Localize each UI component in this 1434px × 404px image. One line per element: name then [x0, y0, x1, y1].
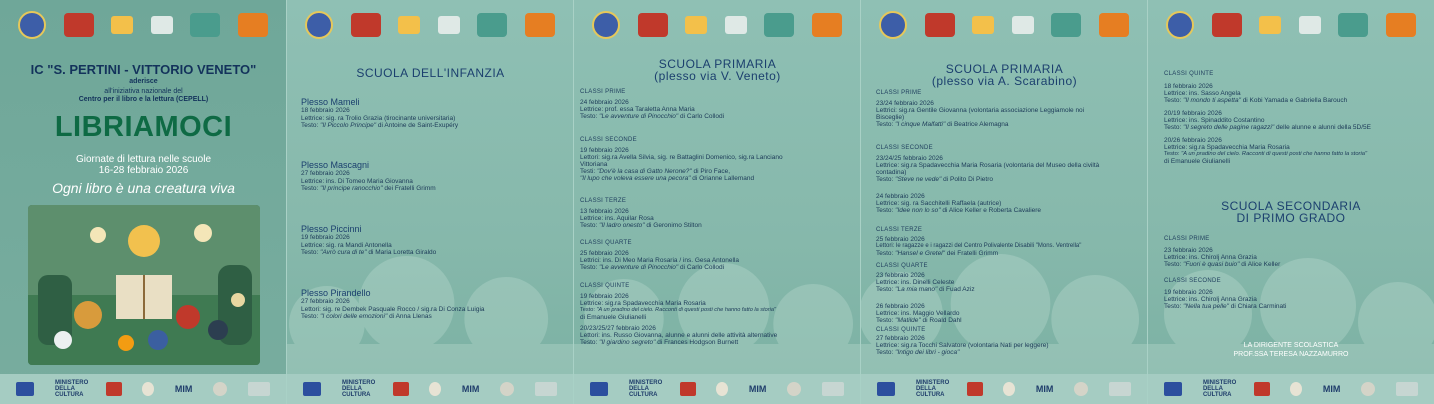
- reader-line: Lettrice: ins. Maggio Vellardo: [876, 310, 960, 317]
- text-line: [1164, 261, 1429, 268]
- book-title: "Intigo dei libri - gioca": [895, 349, 960, 356]
- book-author: di Carlo Collodi: [678, 264, 725, 271]
- plesso-title: Plesso Pirandello: [301, 288, 371, 298]
- libriamoci-logo: [64, 13, 94, 37]
- class-label: CLASSI TERZE: [580, 198, 627, 204]
- fox-icon: [176, 305, 200, 329]
- network-logo: [1051, 13, 1081, 37]
- segretariato-logo: [822, 382, 844, 396]
- reader-line: Lettori: le ragazze e i ragazzi del Centro Polivalente Disabili "Mons. Ventrella": [876, 243, 1082, 249]
- reader-line: Lettrice: sig.ra Tocchi Salvatore (volontaria Nati per leggere): [876, 342, 1049, 349]
- award-logo: [238, 13, 268, 37]
- class-label: CLASSI PRIME: [876, 90, 922, 96]
- award-logo: [525, 13, 555, 37]
- book-title: "Matilde": [895, 317, 921, 324]
- cepell-logo: [393, 382, 409, 396]
- map-logo: [151, 16, 173, 34]
- reader-line-cont: Bisceglie): [876, 114, 905, 121]
- adhesion-line-2: Centro per il libro e la lettura (CEPELL): [78, 96, 209, 103]
- award-logo: [1386, 13, 1416, 37]
- reading-center-logo: [111, 16, 133, 34]
- heading-line-1: SCUOLA SECONDARIA: [1221, 199, 1361, 213]
- text-prefix: Testo:: [580, 113, 600, 120]
- sun-icon: [128, 225, 160, 257]
- reader-line: Lettrice: sig.ra Spadavecchia Maria Rosaria: [580, 300, 706, 307]
- class-block: [876, 327, 1141, 356]
- plesso-reader: Lettori: sig. re Dembek Pasquale Rocco / sig.ra Di Conza Luigia: [301, 305, 485, 313]
- text-line: [1164, 303, 1429, 310]
- signature-block: [1148, 341, 1434, 359]
- book-title: "Fuori è quasi buio": [1183, 261, 1240, 268]
- event-date: 23 febbraio 2026: [1164, 247, 1213, 254]
- text-line-2: [580, 175, 855, 182]
- reader-line: Lettrice: ins. Spinaddito Costantino: [1164, 117, 1265, 124]
- text-prefix: Testo:: [301, 249, 321, 256]
- book-author: dei Fratelli Grimm: [382, 185, 436, 192]
- book-title: "Il giardino segreto": [599, 339, 656, 346]
- class-block: [876, 263, 1141, 293]
- text-prefix: Testo:: [876, 207, 896, 214]
- reader-line: Lettrice: ins. Sasso Angela: [1164, 90, 1241, 97]
- partner-logos-bottom: [1148, 374, 1434, 404]
- mim-logo: MIM: [1035, 384, 1054, 394]
- map-logo: [725, 16, 747, 34]
- school-crest-logo: [18, 11, 46, 39]
- ministry-culture-logo: [1164, 382, 1182, 396]
- reading-center-logo: [1259, 16, 1281, 34]
- event-date: 19 febbraio 2026: [580, 147, 629, 154]
- class-label: CLASSI PRIME: [1164, 236, 1210, 242]
- reader-line: Lettrice: sig. ra Sacchitelli Raffaela (autrice): [876, 200, 1002, 207]
- class-label: CLASSI QUARTE: [876, 263, 928, 269]
- text-prefix: Testo:: [1164, 261, 1184, 268]
- book-author: di Roald Dahl: [920, 317, 962, 324]
- book-author: di Beatrice Alemagna: [945, 121, 1009, 128]
- text-prefix: Testo:: [580, 222, 600, 229]
- class-block: [580, 137, 855, 182]
- segretariato-logo: [1396, 382, 1418, 396]
- text-line: [580, 264, 855, 271]
- network-logo: [764, 13, 794, 37]
- republic-emblem-icon: [429, 382, 441, 396]
- plesso-reader: Lettrice: ins. Di Tomeo Maria Giovanna: [301, 177, 413, 185]
- ministry-seal-icon: [1074, 382, 1088, 396]
- reading-center-logo: [685, 16, 707, 34]
- reader-line: Lettrice: sig.ra Spadavecchia Maria Rosaria (volontaria del Museo della civiltà: [876, 162, 1100, 169]
- plesso-block: [301, 97, 566, 130]
- book-title: "Steve ne vede": [895, 176, 942, 183]
- map-logo: [1299, 16, 1321, 34]
- book-title: "Le avventure di Pinocchio": [599, 264, 679, 271]
- text-prefix: Testo:: [876, 176, 896, 183]
- reader-line-cont: contadina): [876, 169, 907, 176]
- class-block: [580, 198, 855, 229]
- text-author-line: di Emanuele Giulianelli: [1164, 158, 1231, 165]
- plesso-title: Plesso Mameli: [301, 97, 360, 107]
- book-author: di Geronimo Stilton: [644, 222, 702, 229]
- text-line: [1164, 151, 1429, 158]
- principal-name: PROF.SSA TERESA NAZZAMURRO: [1233, 351, 1349, 358]
- event-date: 20/19 febbraio 2026: [1164, 110, 1222, 117]
- text-line: [876, 349, 1141, 356]
- plesso-text: [301, 122, 566, 130]
- text-line: [876, 176, 1141, 183]
- event-date: 18 febbraio 2026: [1164, 83, 1213, 90]
- ministry-culture-logo: [590, 382, 608, 396]
- event-date: 24 febbraio 2026: [876, 193, 925, 200]
- text-line: [1164, 124, 1429, 131]
- subtitle-dates: 16-28 febbraio 2026: [98, 165, 189, 176]
- text-line: [876, 250, 1144, 257]
- event-date: 23/24 febbraio 2026: [876, 100, 934, 107]
- cat-icon: [208, 320, 228, 340]
- text-line: [580, 307, 858, 314]
- class-block: [876, 145, 1141, 183]
- network-logo: [1338, 13, 1368, 37]
- network-logo: [190, 13, 220, 37]
- primaria-scarabino-panel: [861, 0, 1148, 404]
- reading-center-logo: [972, 16, 994, 34]
- text-prefix: Testo:: [1164, 151, 1182, 157]
- text-prefix: Testo:: [301, 185, 321, 192]
- cepell-logo: [680, 382, 696, 396]
- plesso-text: [301, 185, 566, 193]
- section-heading: [861, 63, 1148, 87]
- event-date: 13 febbraio 2026: [580, 208, 629, 215]
- book-title: "Avrò cura di te": [320, 249, 367, 256]
- text-line: [580, 113, 855, 120]
- heading-line-2: (plesso via A. Scarabino): [931, 74, 1078, 88]
- event-date: 20/26 febbraio 2026: [1164, 137, 1222, 144]
- class-block: [876, 90, 1141, 128]
- book-title: "I cinque Malfatti": [895, 121, 946, 128]
- text-prefix: Testo:: [580, 307, 597, 313]
- network-logo: [477, 13, 507, 37]
- reader-line: Lettrice: prof. essa Taraletta Anna Maria: [580, 106, 695, 113]
- plesso-date: 18 febbraio 2026: [301, 107, 350, 114]
- heading-line-1: SCUOLA PRIMARIA: [658, 57, 777, 71]
- book-title: "Il principe ranocchio": [320, 185, 383, 192]
- book-author: di Antoine de Saint-Exupéry: [376, 122, 459, 129]
- segretariato-logo: [535, 382, 557, 396]
- text-line: [876, 317, 1141, 324]
- ministry-seal-icon: [787, 382, 801, 396]
- event-date: 20/23/25/27 febbraio 2026: [580, 325, 656, 332]
- school-crest-logo: [1166, 11, 1194, 39]
- partner-logos-top: [592, 6, 842, 44]
- owl-icon: [148, 330, 168, 350]
- school-crest-logo: [879, 11, 907, 39]
- class-block: [580, 89, 855, 120]
- text-prefix: Testo:: [1164, 303, 1184, 310]
- text-line: [876, 286, 1141, 293]
- plesso-reader: Lettrice: sig. ra Mandi Antonella: [301, 241, 392, 249]
- class-label: CLASSI QUINTE: [580, 283, 630, 289]
- libriamoci-logo: [638, 13, 668, 37]
- class-label: CLASSI QUINTE: [1164, 71, 1214, 77]
- heading-line-1: SCUOLA PRIMARIA: [945, 62, 1064, 76]
- class-label: CLASSI SECONDE: [580, 137, 637, 143]
- heading-line-2: (plesso via V. Veneto): [654, 69, 781, 83]
- book-title: "Hansel e Gretel": [895, 250, 945, 257]
- partner-logos-bottom: [287, 374, 573, 404]
- subtitle-line-1: Giornate di lettura nelle scuole: [75, 154, 212, 165]
- class-label: CLASSI PRIME: [580, 89, 626, 95]
- event-date: 26 febbraio 2026: [876, 303, 925, 310]
- event-date: 24 febbraio 2026: [580, 99, 629, 106]
- text-prefix: Testo:: [580, 264, 600, 271]
- section-heading: [574, 58, 861, 82]
- cepell-logo: [1254, 382, 1270, 396]
- text-prefix: Testo:: [1164, 124, 1184, 131]
- adhesion-line-1: all'iniziativa nazionale del: [104, 88, 183, 95]
- class-block: [580, 283, 858, 346]
- adheres-label: aderisce: [129, 78, 158, 85]
- cepell-logo: [106, 382, 122, 396]
- class-label: CLASSI QUARTE: [580, 240, 632, 246]
- reader-line-cont: Vittoriana: [580, 161, 608, 168]
- text-prefix: Testo:: [580, 339, 600, 346]
- text-line: [1164, 97, 1429, 104]
- book-title: "Il ladro onesto": [599, 222, 645, 229]
- book-author: di Alice Keller e Roberta Cavaliere: [940, 207, 1042, 214]
- event-date: 23 febbraio 2026: [876, 272, 925, 279]
- book-author: di Polito Di Pietro: [941, 176, 994, 183]
- reader-line: Lettrice: ins. Chirolj Anna Grazia: [1164, 254, 1257, 261]
- book-author: di Alice Keller: [1239, 261, 1281, 268]
- libriamoci-logo: [351, 13, 381, 37]
- ministry-culture-logo: [16, 382, 34, 396]
- plesso-block: [301, 160, 566, 193]
- text-line: [580, 339, 858, 346]
- book-author: di Maria Loretta Giraldo: [366, 249, 437, 256]
- secondaria-block: [1164, 236, 1429, 310]
- class-label: CLASSI SECONDE: [876, 145, 933, 151]
- book-title: "Il Piccolo Principe": [320, 122, 377, 129]
- book-title: "A un pradino del cielo. Racconti di questi posti che hanno fatto la storia": [1181, 151, 1368, 157]
- map-logo: [438, 16, 460, 34]
- book-title: "Il segreto delle pagine ragazzi": [1183, 124, 1275, 131]
- text-line: [876, 207, 1141, 214]
- map-logo: [1012, 16, 1034, 34]
- ministry-culture-logo: [877, 382, 895, 396]
- text-line: [580, 168, 855, 175]
- ministry-culture-text: MINISTERO DELLA CULTURA: [915, 380, 950, 398]
- ministry-seal-icon: [213, 382, 227, 396]
- reader-line: Lettori: ins. Russo Giovanna, alunne e alunni delle attività alternative: [580, 332, 778, 339]
- ministry-culture-text: MINISTERO DELLA CULTURA: [628, 380, 663, 398]
- partner-logos-bottom: [574, 374, 860, 404]
- plesso-text: [301, 313, 569, 321]
- book-title: "La mia mano": [895, 286, 938, 293]
- event-date: 27 febbraio 2026: [876, 335, 925, 342]
- book-author-2: di Orianne Lallemand: [690, 175, 755, 182]
- class-label: CLASSI QUINTE: [876, 327, 926, 333]
- sheep-icon: [54, 331, 72, 349]
- text-prefix: Testi:: [580, 168, 597, 175]
- partner-logos-bottom: [0, 374, 286, 404]
- reader-line: Lettrice: ins. Chirolj Anna Grazia: [1164, 296, 1257, 303]
- book-title: "Idee non lo so": [895, 207, 941, 214]
- event-date: 25 febbraio 2026: [876, 236, 925, 243]
- book-author: di Fuad Aziz: [937, 286, 975, 293]
- reader-line: Lettrice: sig.ra Spadavecchia Maria Rosaria: [1164, 144, 1290, 151]
- partner-logos-top: [18, 6, 268, 44]
- quinte-block: [1164, 71, 1429, 165]
- class-block: [876, 227, 1144, 257]
- segretariato-logo: [248, 382, 270, 396]
- plesso-title: Plesso Mascagni: [301, 160, 370, 170]
- book-title-2: "Il lupo che voleva essere una pecora": [580, 175, 691, 182]
- text-line: [876, 121, 1141, 128]
- class-label: CLASSI TERZE: [876, 227, 923, 233]
- principal-title: LA DIRIGENTE SCOLASTICA: [1243, 342, 1339, 349]
- ministry-seal-icon: [500, 382, 514, 396]
- text-prefix: Testo:: [1164, 97, 1184, 104]
- award-logo: [812, 13, 842, 37]
- text-author-line: di Emanuele Giulianelli: [580, 314, 647, 321]
- motto: Ogni libro è una creatura viva: [52, 180, 235, 196]
- republic-emblem-icon: [142, 382, 154, 396]
- primaria-veneto-panel: [574, 0, 861, 404]
- book-title: "Nella tua pelle": [1183, 303, 1229, 310]
- book-title: "Le avventure di Pinocchio": [599, 113, 679, 120]
- award-logo: [1099, 13, 1129, 37]
- text-prefix: Testo:: [876, 286, 896, 293]
- plesso-date: 27 febbraio 2026: [301, 170, 350, 177]
- text-prefix: Testo:: [876, 250, 896, 257]
- reader-line: Lettrici: ins. Di Meo Maria Rosaria / ins. Gesa Antonella: [580, 257, 739, 264]
- class-block: [580, 240, 855, 271]
- plesso-text: [301, 249, 566, 257]
- text-prefix: Testo:: [876, 349, 896, 356]
- mim-logo: MIM: [461, 384, 480, 394]
- school-name: IC "S. PERTINI - VITTORIO VENETO": [30, 62, 257, 77]
- republic-emblem-icon: [1003, 382, 1015, 396]
- book-author: di Chiara Carminati: [1228, 303, 1287, 310]
- ministry-culture-text: MINISTERO DELLA CULTURA: [54, 380, 89, 398]
- class-block: [876, 303, 1141, 324]
- reader-line: Lettrice: ins. Dinelli Celeste: [876, 279, 955, 286]
- book-author: di Carlo Collodi: [678, 113, 725, 120]
- event-date: 19 febbraio 2026: [1164, 289, 1213, 296]
- reading-center-logo: [398, 16, 420, 34]
- brand-subtitle: [0, 154, 287, 176]
- mim-logo: MIM: [1322, 384, 1341, 394]
- event-date: 19 febbraio 2026: [580, 293, 629, 300]
- ministry-culture-text: MINISTERO DELLA CULTURA: [341, 380, 376, 398]
- plesso-date: 27 febbraio 2026: [301, 298, 350, 305]
- plesso-reader: Lettrice: sig. ra Trolio Grazia (tirocinante universitaria): [301, 114, 456, 122]
- book-title: "Dov'è la casa di Gatto Nerone?": [596, 168, 692, 175]
- class-block: [876, 193, 1141, 214]
- reader-line: Lettrice: ins. Aquilar Rosa: [580, 215, 654, 222]
- partner-logos-top: [305, 6, 555, 44]
- plesso-block: [301, 224, 566, 257]
- ministry-seal-icon: [1361, 382, 1375, 396]
- reader-line: Lettrici: sig.ra Gentile Giovanna (volontaria associazione Leggiamole noi: [876, 107, 1085, 114]
- cover-illustration: [28, 205, 260, 365]
- event-date: 23/24/25 febbraio 2026: [876, 155, 943, 162]
- ministry-culture-text: MINISTERO DELLA CULTURA: [1202, 380, 1237, 398]
- text-prefix: Testo:: [876, 121, 896, 128]
- mim-logo: MIM: [748, 384, 767, 394]
- libriamoci-logo: [1212, 13, 1242, 37]
- plesso-block: [301, 288, 569, 321]
- reading-animals-illustration: [28, 205, 260, 365]
- brand-title: LIBRIAMOCI: [54, 111, 233, 143]
- republic-emblem-icon: [1290, 382, 1302, 396]
- text-prefix: Testo:: [301, 313, 321, 320]
- text-prefix: Testo:: [301, 122, 321, 129]
- book-author: di Frances Hodgson Burnett: [655, 339, 739, 346]
- school-crest-logo: [305, 11, 333, 39]
- book-title: "A un pradino del cielo. Racconti di questi posti che hanno fatto la storia": [596, 307, 776, 313]
- partner-logos-bottom: [861, 374, 1147, 404]
- event-date: 25 febbraio 2026: [580, 250, 629, 257]
- cover-panel: [0, 0, 287, 404]
- section-heading: [1148, 200, 1434, 224]
- heading-line-2: DI PRIMO GRADO: [1236, 211, 1346, 225]
- reader-line: Lettori: sig.ra Avella Silvia, sig. re Battaglini Domenico, sig.ra Lanciano: [580, 154, 783, 161]
- partner-logos-top: [1166, 6, 1416, 44]
- ministry-culture-logo: [303, 382, 321, 396]
- book-title: "I colori delle emozioni": [320, 313, 388, 320]
- book-author: delle alunne e alunni della 5D/5E: [1274, 124, 1371, 131]
- text-line: [580, 222, 855, 229]
- republic-emblem-icon: [716, 382, 728, 396]
- book-author: di Anna Llenas: [387, 313, 432, 320]
- adhesion-text: [0, 88, 287, 104]
- cepell-logo: [967, 382, 983, 396]
- text-prefix: Testo:: [876, 317, 896, 324]
- book-author: di Piro Face,: [691, 168, 731, 175]
- infanzia-panel: [287, 0, 574, 404]
- book-title: "Il mondo ti aspetta": [1183, 97, 1241, 104]
- mim-logo: MIM: [174, 384, 193, 394]
- segretariato-logo: [1109, 382, 1131, 396]
- plesso-date: 19 febbraio 2026: [301, 234, 350, 241]
- book-author: dei Fratelli Grimm: [944, 250, 999, 257]
- book-author: di Kobi Yamada e Gabriella Barouch: [1240, 97, 1348, 104]
- partner-logos-top: [879, 6, 1129, 44]
- lion-icon: [74, 301, 102, 329]
- class-label: CLASSI SECONDE: [1164, 278, 1221, 284]
- plesso-title: Plesso Piccinni: [301, 224, 362, 234]
- school-crest-logo: [592, 11, 620, 39]
- libriamoci-logo: [925, 13, 955, 37]
- quinte-secondaria-panel: [1148, 0, 1434, 404]
- section-heading: SCUOLA DELL'INFANZIA: [356, 66, 505, 80]
